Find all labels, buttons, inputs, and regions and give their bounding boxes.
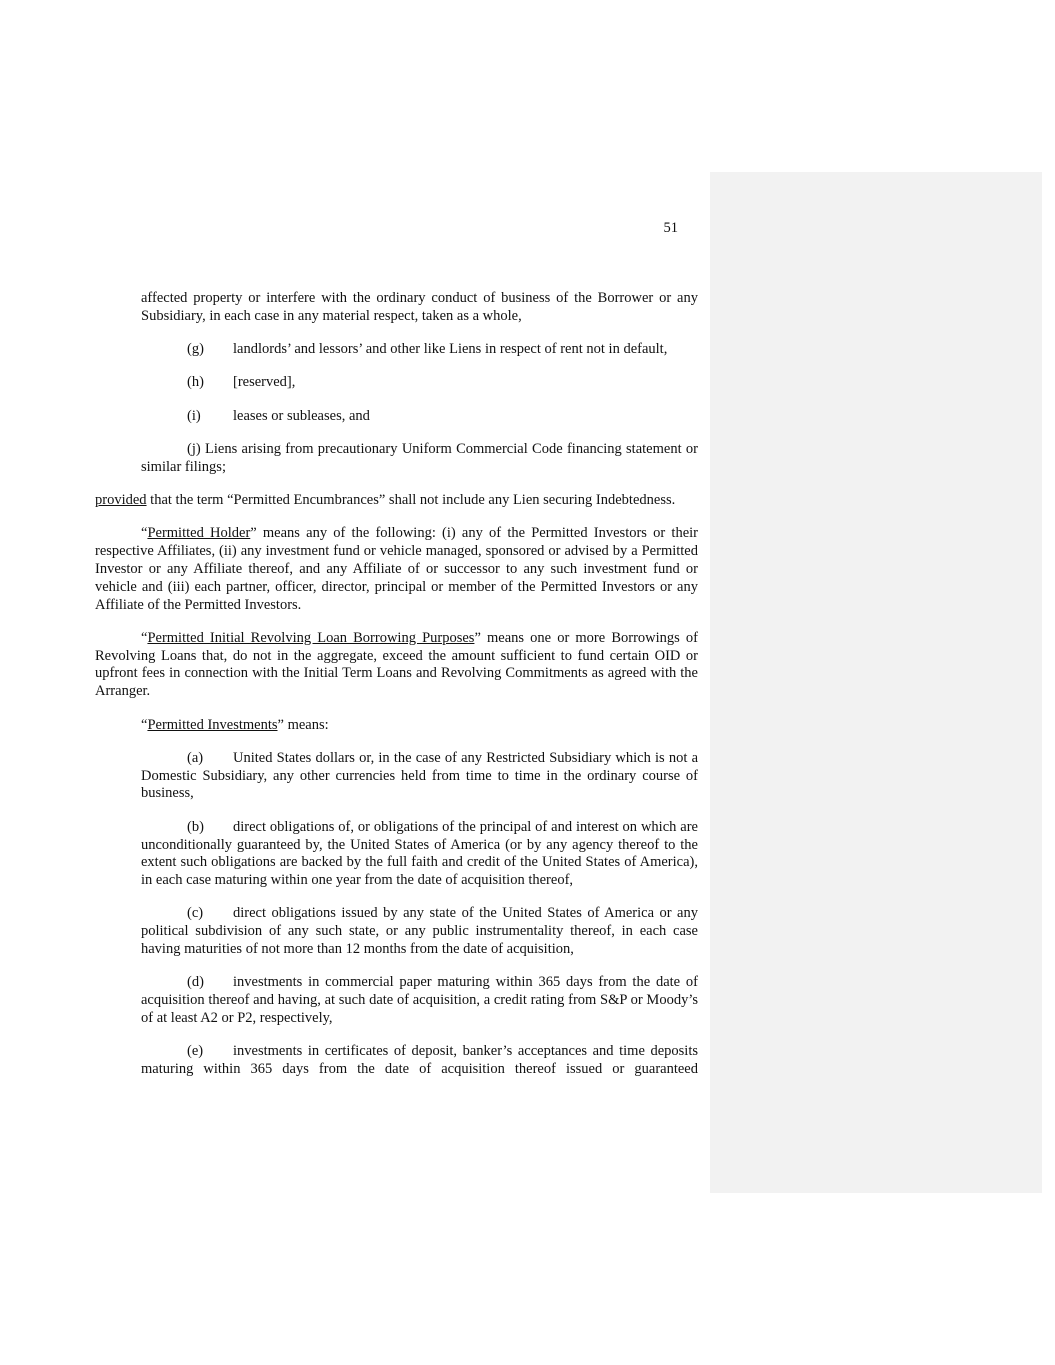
provided-term: provided bbox=[95, 492, 147, 509]
paragraph-continuation: affected property or interfere with the ordinary conduct of business of the Borrower or any Subsidiary, in each case in any material respect, taken as a whole, bbox=[141, 290, 698, 324]
defined-term: Permitted Holder bbox=[147, 525, 251, 542]
defined-term: Permitted Initial Revolving Loan Borrowing Purposes bbox=[147, 629, 475, 646]
document-body bbox=[95, 290, 698, 1094]
list-item-e bbox=[141, 1043, 698, 1079]
definition-text: ” means: bbox=[277, 716, 329, 733]
page-number: 51 bbox=[663, 220, 678, 236]
list-item-text: direct obligations of, or obligations of the principal of and interest on which are unconditionally guaranteed by, the United States of America (or by any agency thereof to the extent such obligations are backed by the full faith and credit of the United States of America), in each case maturing within one year from the date of acquisition thereof, bbox=[141, 818, 698, 889]
definition-permitted-initial-revolving bbox=[95, 630, 698, 701]
list-item-c bbox=[141, 905, 698, 958]
provided-text: that the term “Permitted Encumbrances” shall not include any Lien securing Indebtedness. bbox=[146, 492, 676, 509]
paragraph-provided bbox=[95, 492, 698, 510]
definition-permitted-holder bbox=[95, 525, 698, 614]
list-item-a bbox=[141, 750, 698, 803]
list-item-label: (i) bbox=[187, 407, 201, 424]
list-item-g bbox=[95, 341, 698, 359]
open-quote: “ bbox=[141, 716, 148, 733]
comment-pane bbox=[710, 172, 1042, 1193]
list-item-text: leases or subleases, and bbox=[233, 407, 370, 424]
definition-text: ” means any of the following: (i) any of the Permitted Investors or their respective Affiliates, (ii) any investment fund or vehicle managed, sponsored or advised by a Permitted Investor or any Affiliate thereof, and any Affiliate of or successor to any such investment fund or vehicle and (iii) each partner, officer, director, principal or member of the Permitted Investors or any Affiliate of the Permitted Investors. bbox=[95, 525, 698, 613]
list-item-i bbox=[95, 408, 698, 426]
list-item-j: (j) Liens arising from precautionary Uniform Commercial Code financing statement or similar filings; bbox=[141, 440, 698, 475]
open-quote: “ bbox=[141, 525, 148, 542]
list-item-label: (c) bbox=[187, 905, 204, 922]
list-item-d bbox=[141, 974, 698, 1027]
list-item-label: (e) bbox=[187, 1043, 204, 1060]
list-item-b bbox=[141, 819, 698, 890]
list-item-label: (h) bbox=[187, 374, 204, 391]
definition-text: ” means one or more Borrowings of Revolving Loans that, do not in the aggregate, exceed the amount sufficient to fund certain OID or upfront fees in connection with the Initial Term Loans and Revolving Commitments as agreed with the Arranger. bbox=[95, 629, 698, 700]
definition-permitted-investments bbox=[95, 717, 698, 735]
list-item-text: investments in commercial paper maturing within 365 days from the date of acquisition thereof and having, at such date of acquisition, a credit rating from S&P or Moody’s of at least A2 or P2, respectively, bbox=[141, 974, 698, 1026]
list-item-label: (g) bbox=[187, 341, 204, 358]
defined-term: Permitted Investments bbox=[147, 716, 278, 733]
list-item-text: landlords’ and lessors’ and other like Liens in respect of rent not in default, bbox=[233, 341, 668, 358]
list-item-text: [reserved], bbox=[233, 374, 296, 391]
list-item-label: (d) bbox=[187, 974, 204, 991]
list-item-label: (b) bbox=[187, 818, 204, 835]
list-item-text: United States dollars or, in the case of any Restricted Subsidiary which is not a Domestic Subsidiary, any other currencies held from time to time in the ordinary course of business, bbox=[141, 749, 698, 802]
open-quote: “ bbox=[141, 629, 148, 646]
list-item-text: investments in certificates of deposit, banker’s acceptances and time deposits maturing within 365 days from the date of acquisition thereof issued or guaranteed bbox=[141, 1043, 698, 1077]
list-item-text: direct obligations issued by any state of the United States of America or any political subdivision of any such state, or any public instrumentality thereof, in each case having maturities of not more than 12 months from the date of acquisition, bbox=[141, 905, 698, 958]
list-item-h bbox=[95, 374, 698, 392]
list-item-label: (a) bbox=[187, 749, 204, 766]
